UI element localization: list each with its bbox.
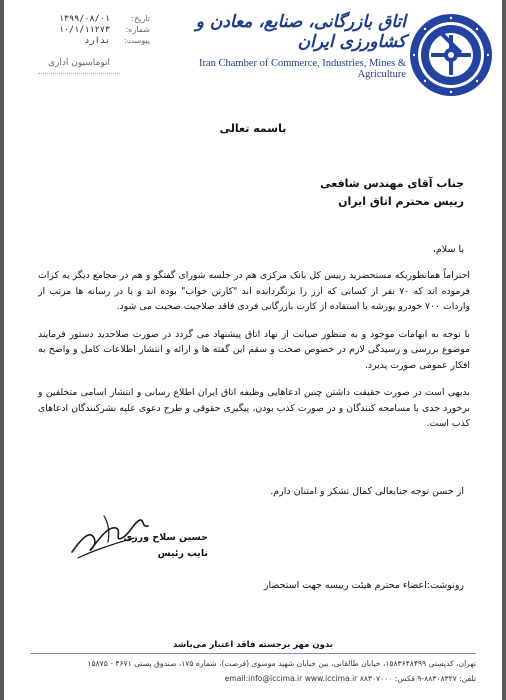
letter-body xyxy=(38,268,470,444)
letter-greeting: با سلام، xyxy=(432,244,464,255)
meta-date xyxy=(30,14,150,25)
carbon-copy: رونوشت:اعضاء محترم هیئت رییسه جهت استحضار xyxy=(263,580,464,591)
meta-number-label: شماره: xyxy=(125,25,150,34)
body-paragraph: بدیهی است در صورت حقیقت داشتن چنین ادعاهایی وظیفه اتاق ایران اطلاع رسانی و انتشار اسامی متخلفین و برخورد جدی با مسامحه کنندگان و در صورت کذب بودن، پیگیری حقوقی و طرح دعوی علیه نشرکنندگان ادعاهای کذب است. xyxy=(38,387,470,429)
footer-address: تهران، کدپستی ۱۵۸۳۶۴۸۴۹۹، خیابان طالقانی، بین خیابان شهید موسوی (فرصت)، شماره ۱۷۵، صندوق پستی ۴۶۷۱ - ۱۵۸۷۵ xyxy=(87,659,476,668)
meta-attachment-label: پیوست: xyxy=(123,36,150,45)
body-paragraph: احتراماً همانطوریکه مستحضرید رییس کل بانک مرکزی هم در جلسه شورای گفتگو و هم در مجامع دیگر به کرات فرموده اند که ۷۰ نفر از کسانی که ارز را برنگردانده اند "کارتن خواب" بوده اند و یا در رسانه ها مرتب از واردات ۷۰۰ خودرو پورشه با استفاده از کارت بازرگانی فردی فاقد صلاحیت صحبت می شود. xyxy=(38,270,470,312)
org-name-en: Iran Chamber of Commerce, Industries, Mines & Agriculture xyxy=(198,58,406,80)
iran-chamber-seal-icon xyxy=(408,12,494,98)
meta-attachment xyxy=(30,36,150,47)
footer-divider xyxy=(30,653,476,654)
meta-attachment-value: ندارد xyxy=(84,36,110,46)
signer-block xyxy=(68,530,208,562)
body-paragraph: با توجه به ابهامات موجود و به منظور صیانت از نهاد اتاق پیشنهاد می گردد در صورت صلاحدید دستور فرمایند موضوع بررسی و رسیدگی لازم در خصوص صحت و سقم این گفته ها و ارائه و انتشار اطلاعات کامل و واضح به افکار عمومی صورت پذیرد. xyxy=(38,328,470,371)
letter-closing: از حسن توجه جنابعالی کمال تشکر و امتنان دارم. xyxy=(270,486,464,497)
addressee-title: رییس محترم اتاق ایران xyxy=(338,195,464,208)
footer-contact: تلفن: ۸۸۳۰۸۳۲۷-۹ فکس: ۸۸۳۰۷۰۰۰ email:info@iccima.ir www.iccima.ir xyxy=(224,674,476,683)
meta-date-value: ۱۳۹۹/۰۸/۰۱ xyxy=(58,14,110,24)
signer-name: حسین سلاح ورزی xyxy=(123,532,208,543)
letter-page xyxy=(4,0,502,700)
addressee-block xyxy=(320,175,464,211)
meta-number xyxy=(30,25,150,36)
addressee-name: جناب آقای مهندس شافعی xyxy=(320,177,464,190)
meta-date-label: تاریخ: xyxy=(131,14,150,23)
automation-stamp: اتوماسیون اداری xyxy=(38,58,120,74)
footer-validity-note: بدون مهر برجسته فاقد اعتبار می‌باشد xyxy=(173,640,333,650)
meta-number-value: ۱۰/۱/۱۱۲۷۳ xyxy=(58,25,110,35)
org-name-fa: اتاق بازرگانی، صنایع، معادن و کشاورزی ایران xyxy=(195,12,406,52)
letter-meta xyxy=(30,14,150,47)
signer-title: نایب رئیس xyxy=(157,548,208,559)
letter-salutation: باسمه تعالی xyxy=(219,122,287,135)
